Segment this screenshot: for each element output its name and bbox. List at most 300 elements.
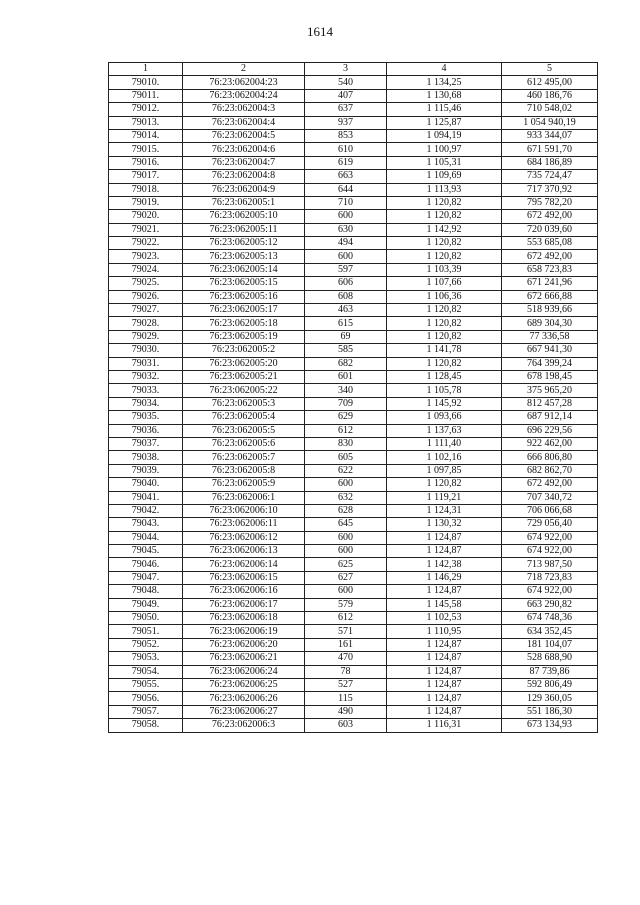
table-cell: 853	[305, 129, 387, 142]
table-cell: 630	[305, 223, 387, 236]
table-cell: 710	[305, 196, 387, 209]
table-cell: 1 124,87	[387, 665, 502, 678]
table-cell: 79022.	[109, 237, 183, 250]
table-cell: 463	[305, 304, 387, 317]
table-cell: 79041.	[109, 491, 183, 504]
table-cell: 592 806,49	[502, 678, 598, 691]
table-cell: 79056.	[109, 692, 183, 705]
table-cell: 1 134,25	[387, 76, 502, 89]
table-cell: 79026.	[109, 290, 183, 303]
table-row	[109, 183, 598, 196]
table-cell: 1 100,97	[387, 143, 502, 156]
table-cell: 76:23:062006:11	[183, 518, 305, 531]
table-row	[109, 464, 598, 477]
table-row	[109, 116, 598, 129]
table-cell: 696 229,56	[502, 424, 598, 437]
table-row	[109, 330, 598, 343]
table-cell: 682	[305, 357, 387, 370]
column-header: 4	[387, 63, 502, 76]
table-cell: 1 113,93	[387, 183, 502, 196]
table-cell: 76:23:062005:20	[183, 357, 305, 370]
table-cell: 76:23:062005:13	[183, 250, 305, 263]
table-cell: 78	[305, 665, 387, 678]
table-row	[109, 491, 598, 504]
table-cell: 1 145,92	[387, 397, 502, 410]
table-cell: 1 116,31	[387, 719, 502, 732]
table-cell: 663	[305, 170, 387, 183]
table-cell: 79050.	[109, 612, 183, 625]
table-cell: 79053.	[109, 652, 183, 665]
table-row	[109, 518, 598, 531]
table-cell: 79023.	[109, 250, 183, 263]
table-cell: 76:23:062006:18	[183, 612, 305, 625]
table-cell: 76:23:062006:24	[183, 665, 305, 678]
table-cell: 79046.	[109, 558, 183, 571]
table-cell: 612	[305, 612, 387, 625]
table-cell: 1 054 940,19	[502, 116, 598, 129]
table-cell: 76:23:062005:8	[183, 464, 305, 477]
table-cell: 76:23:062005:15	[183, 277, 305, 290]
table-cell: 671 591,70	[502, 143, 598, 156]
table-cell: 717 370,92	[502, 183, 598, 196]
table-cell: 678 198,45	[502, 370, 598, 383]
table-cell: 684 186,89	[502, 156, 598, 169]
table-cell: 129 360,05	[502, 692, 598, 705]
table-cell: 674 748,36	[502, 612, 598, 625]
table-cell: 1 128,45	[387, 370, 502, 383]
table-cell: 76:23:062006:21	[183, 652, 305, 665]
table-cell: 1 115,46	[387, 103, 502, 116]
table-row	[109, 89, 598, 102]
table-cell: 79042.	[109, 504, 183, 517]
table-cell: 600	[305, 585, 387, 598]
table-cell: 1 120,82	[387, 478, 502, 491]
table-cell: 470	[305, 652, 387, 665]
table-cell: 76:23:062005:5	[183, 424, 305, 437]
table-cell: 1 124,87	[387, 652, 502, 665]
table-cell: 79047.	[109, 571, 183, 584]
table-cell: 79031.	[109, 357, 183, 370]
table-cell: 79045.	[109, 545, 183, 558]
table-row	[109, 571, 598, 584]
table-cell: 76:23:062005:1	[183, 196, 305, 209]
table-cell: 76:23:062005:6	[183, 437, 305, 450]
table-cell: 79037.	[109, 437, 183, 450]
table-row	[109, 223, 598, 236]
table-cell: 79020.	[109, 210, 183, 223]
table-cell: 79025.	[109, 277, 183, 290]
table-cell: 687 912,14	[502, 411, 598, 424]
table-cell: 1 125,87	[387, 116, 502, 129]
table-row	[109, 384, 598, 397]
table-cell: 1 102,53	[387, 612, 502, 625]
table-row	[109, 129, 598, 142]
table-row	[109, 156, 598, 169]
table-cell: 79054.	[109, 665, 183, 678]
table-cell: 76:23:062004:6	[183, 143, 305, 156]
table-cell: 615	[305, 317, 387, 330]
table-cell: 1 120,82	[387, 317, 502, 330]
table-cell: 1 130,68	[387, 89, 502, 102]
table-cell: 76:23:062004:23	[183, 76, 305, 89]
table-cell: 674 922,00	[502, 585, 598, 598]
table-cell: 1 124,87	[387, 692, 502, 705]
table-cell: 76:23:062006:10	[183, 504, 305, 517]
table-cell: 76:23:062004:3	[183, 103, 305, 116]
table-cell: 637	[305, 103, 387, 116]
table-cell: 933 344,07	[502, 129, 598, 142]
table-cell: 76:23:062005:22	[183, 384, 305, 397]
table-cell: 79058.	[109, 719, 183, 732]
table-cell: 579	[305, 598, 387, 611]
table-row	[109, 638, 598, 651]
table-cell: 76:23:062006:15	[183, 571, 305, 584]
table-cell: 585	[305, 344, 387, 357]
table-row	[109, 625, 598, 638]
table-cell: 634 352,45	[502, 625, 598, 638]
table-cell: 605	[305, 451, 387, 464]
table-row	[109, 437, 598, 450]
table-cell: 937	[305, 116, 387, 129]
table-cell: 600	[305, 545, 387, 558]
table-cell: 672 666,88	[502, 290, 598, 303]
table-cell: 628	[305, 504, 387, 517]
table-cell: 76:23:062006:14	[183, 558, 305, 571]
column-header: 5	[502, 63, 598, 76]
table-cell: 629	[305, 411, 387, 424]
table-cell: 76:23:062005:2	[183, 344, 305, 357]
table-cell: 79032.	[109, 370, 183, 383]
table-cell: 79052.	[109, 638, 183, 651]
table-cell: 1 107,66	[387, 277, 502, 290]
table-cell: 76:23:062005:17	[183, 304, 305, 317]
table-cell: 666 806,80	[502, 451, 598, 464]
table-row	[109, 76, 598, 89]
table-cell: 625	[305, 558, 387, 571]
table-cell: 87 739,86	[502, 665, 598, 678]
table-row	[109, 397, 598, 410]
table-row	[109, 451, 598, 464]
table-cell: 115	[305, 692, 387, 705]
table-cell: 76:23:062006:27	[183, 705, 305, 718]
table-cell: 79018.	[109, 183, 183, 196]
table-cell: 76:23:062005:4	[183, 411, 305, 424]
table-cell: 76:23:062006:17	[183, 598, 305, 611]
table-row	[109, 210, 598, 223]
table-cell: 76:23:062006:26	[183, 692, 305, 705]
table-row	[109, 344, 598, 357]
column-header: 1	[109, 63, 183, 76]
table-cell: 76:23:062006:25	[183, 678, 305, 691]
table-cell: 79021.	[109, 223, 183, 236]
table-cell: 1 109,69	[387, 170, 502, 183]
table-cell: 79010.	[109, 76, 183, 89]
table-cell: 76:23:062004:7	[183, 156, 305, 169]
table-cell: 490	[305, 705, 387, 718]
table-cell: 79015.	[109, 143, 183, 156]
table-cell: 1 141,78	[387, 344, 502, 357]
table-cell: 340	[305, 384, 387, 397]
table-cell: 735 724,47	[502, 170, 598, 183]
table-cell: 830	[305, 437, 387, 450]
table-row	[109, 290, 598, 303]
table-cell: 76:23:062004:9	[183, 183, 305, 196]
table-cell: 795 782,20	[502, 196, 598, 209]
table-cell: 622	[305, 464, 387, 477]
page-number: 1614	[307, 24, 333, 39]
table-row	[109, 612, 598, 625]
table-cell: 79013.	[109, 116, 183, 129]
table-cell: 718 723,83	[502, 571, 598, 584]
table-cell: 1 110,95	[387, 625, 502, 638]
table-cell: 707 340,72	[502, 491, 598, 504]
table-cell: 600	[305, 531, 387, 544]
table-cell: 1 106,36	[387, 290, 502, 303]
table-cell: 610	[305, 143, 387, 156]
table-cell: 79017.	[109, 170, 183, 183]
table-cell: 1 124,87	[387, 545, 502, 558]
table-row	[109, 424, 598, 437]
table-cell: 76:23:062005:14	[183, 263, 305, 276]
table-cell: 710 548,02	[502, 103, 598, 116]
table-cell: 1 137,63	[387, 424, 502, 437]
table-cell: 76:23:062006:13	[183, 545, 305, 558]
table-cell: 79014.	[109, 129, 183, 142]
table-cell: 79011.	[109, 89, 183, 102]
table-cell: 375 965,20	[502, 384, 598, 397]
table-row	[109, 103, 598, 116]
table-cell: 672 492,00	[502, 250, 598, 263]
column-header: 3	[305, 63, 387, 76]
table-cell: 612	[305, 424, 387, 437]
table-row	[109, 665, 598, 678]
table-cell: 1 130,32	[387, 518, 502, 531]
table-cell: 76:23:062004:24	[183, 89, 305, 102]
table-cell: 1 120,82	[387, 210, 502, 223]
table-cell: 612 495,00	[502, 76, 598, 89]
table-cell: 79051.	[109, 625, 183, 638]
table-cell: 663 290,82	[502, 598, 598, 611]
table-cell: 76:23:062006:1	[183, 491, 305, 504]
table-cell: 689 304,30	[502, 317, 598, 330]
table-cell: 627	[305, 571, 387, 584]
table-cell: 571	[305, 625, 387, 638]
table-cell: 79016.	[109, 156, 183, 169]
table-row	[109, 678, 598, 691]
table-cell: 1 124,87	[387, 585, 502, 598]
table-cell: 161	[305, 638, 387, 651]
table-cell: 79024.	[109, 263, 183, 276]
table-cell: 76:23:062004:8	[183, 170, 305, 183]
table-row	[109, 692, 598, 705]
table-cell: 1 120,82	[387, 250, 502, 263]
table-row	[109, 545, 598, 558]
table-cell: 79048.	[109, 585, 183, 598]
table-cell: 494	[305, 237, 387, 250]
table-row	[109, 143, 598, 156]
table-cell: 79033.	[109, 384, 183, 397]
table-row	[109, 304, 598, 317]
table-cell: 1 120,82	[387, 330, 502, 343]
table-cell: 527	[305, 678, 387, 691]
table-cell: 76:23:062005:7	[183, 451, 305, 464]
table-cell: 76:23:062004:4	[183, 116, 305, 129]
table-cell: 76:23:062005:16	[183, 290, 305, 303]
table-cell: 720 039,60	[502, 223, 598, 236]
table-cell: 601	[305, 370, 387, 383]
table-cell: 764 399,24	[502, 357, 598, 370]
table-row	[109, 250, 598, 263]
table-cell: 79036.	[109, 424, 183, 437]
column-header: 2	[183, 63, 305, 76]
table-cell: 79049.	[109, 598, 183, 611]
table-row	[109, 652, 598, 665]
table-cell: 79038.	[109, 451, 183, 464]
table-cell: 1 094,19	[387, 129, 502, 142]
table-cell: 1 124,87	[387, 531, 502, 544]
table-cell: 674 922,00	[502, 531, 598, 544]
table-cell: 79040.	[109, 478, 183, 491]
table-cell: 76:23:062005:10	[183, 210, 305, 223]
table-row	[109, 370, 598, 383]
table-cell: 407	[305, 89, 387, 102]
table-cell: 76:23:062006:16	[183, 585, 305, 598]
table-row	[109, 196, 598, 209]
table-cell: 672 492,00	[502, 210, 598, 223]
table-cell: 600	[305, 478, 387, 491]
table-cell: 606	[305, 277, 387, 290]
table-row	[109, 558, 598, 571]
table-cell: 1 105,78	[387, 384, 502, 397]
table-cell: 645	[305, 518, 387, 531]
table-cell: 528 688,90	[502, 652, 598, 665]
table-cell: 674 922,00	[502, 545, 598, 558]
table-cell: 682 862,70	[502, 464, 598, 477]
table-cell: 597	[305, 263, 387, 276]
table-row	[109, 504, 598, 517]
table-cell: 1 124,87	[387, 638, 502, 651]
table-cell: 76:23:062005:12	[183, 237, 305, 250]
table-cell: 713 987,50	[502, 558, 598, 571]
table-cell: 79043.	[109, 518, 183, 531]
table-cell: 1 145,58	[387, 598, 502, 611]
table-cell: 551 186,30	[502, 705, 598, 718]
table-row	[109, 170, 598, 183]
table-cell: 69	[305, 330, 387, 343]
table-cell: 1 142,38	[387, 558, 502, 571]
table-cell: 658 723,83	[502, 263, 598, 276]
table-row	[109, 478, 598, 491]
table-cell: 76:23:062006:19	[183, 625, 305, 638]
table-cell: 79044.	[109, 531, 183, 544]
table-cell: 76:23:062005:9	[183, 478, 305, 491]
table-cell: 706 066,68	[502, 504, 598, 517]
table-cell: 76:23:062005:18	[183, 317, 305, 330]
table-cell: 77 336,58	[502, 330, 598, 343]
table-cell: 1 142,92	[387, 223, 502, 236]
table-cell: 1 097,85	[387, 464, 502, 477]
table-cell: 460 186,76	[502, 89, 598, 102]
table-cell: 1 119,21	[387, 491, 502, 504]
table-cell: 672 492,00	[502, 478, 598, 491]
table-cell: 1 120,82	[387, 237, 502, 250]
table-cell: 79019.	[109, 196, 183, 209]
table-cell: 553 685,08	[502, 237, 598, 250]
table-cell: 1 103,39	[387, 263, 502, 276]
table-cell: 922 462,00	[502, 437, 598, 450]
table-cell: 76:23:062005:19	[183, 330, 305, 343]
table-cell: 632	[305, 491, 387, 504]
table-cell: 1 120,82	[387, 196, 502, 209]
table-cell: 76:23:062005:3	[183, 397, 305, 410]
table-cell: 79030.	[109, 344, 183, 357]
table-cell: 79055.	[109, 678, 183, 691]
table-cell: 812 457,28	[502, 397, 598, 410]
table-cell: 1 093,66	[387, 411, 502, 424]
table-cell: 1 111,40	[387, 437, 502, 450]
table-cell: 1 124,87	[387, 705, 502, 718]
table-cell: 600	[305, 210, 387, 223]
table-cell: 76:23:062006:12	[183, 531, 305, 544]
table-cell: 603	[305, 719, 387, 732]
table-header-row	[109, 63, 598, 76]
table-cell: 79012.	[109, 103, 183, 116]
table-cell: 540	[305, 76, 387, 89]
table-cell: 671 241,96	[502, 277, 598, 290]
table-row	[109, 411, 598, 424]
table-body	[109, 76, 598, 732]
table-cell: 729 056,40	[502, 518, 598, 531]
table-cell: 76:23:062004:5	[183, 129, 305, 142]
table-cell: 76:23:062006:3	[183, 719, 305, 732]
table-cell: 76:23:062005:11	[183, 223, 305, 236]
table-cell: 518 939,66	[502, 304, 598, 317]
table-row	[109, 277, 598, 290]
table-cell: 79057.	[109, 705, 183, 718]
table-cell: 79034.	[109, 397, 183, 410]
table-row	[109, 263, 598, 276]
table-cell: 79027.	[109, 304, 183, 317]
table-cell: 79035.	[109, 411, 183, 424]
table-row	[109, 237, 598, 250]
table-cell: 608	[305, 290, 387, 303]
data-table	[108, 62, 598, 733]
table-cell: 1 120,82	[387, 304, 502, 317]
table-row	[109, 598, 598, 611]
table-cell: 644	[305, 183, 387, 196]
table-cell: 1 105,31	[387, 156, 502, 169]
table-row	[109, 531, 598, 544]
table-cell: 76:23:062006:20	[183, 638, 305, 651]
table-row	[109, 585, 598, 598]
table-cell: 1 102,16	[387, 451, 502, 464]
table-cell: 619	[305, 156, 387, 169]
table-row	[109, 317, 598, 330]
table-cell: 1 146,29	[387, 571, 502, 584]
table-cell: 673 134,93	[502, 719, 598, 732]
table-cell: 1 124,87	[387, 678, 502, 691]
table-cell: 76:23:062005:21	[183, 370, 305, 383]
table-cell: 1 120,82	[387, 357, 502, 370]
table-row	[109, 705, 598, 718]
table-cell: 600	[305, 250, 387, 263]
table-cell: 79029.	[109, 330, 183, 343]
table-row	[109, 357, 598, 370]
table-row	[109, 719, 598, 732]
table-cell: 709	[305, 397, 387, 410]
table-cell: 1 124,31	[387, 504, 502, 517]
table-cell: 181 104,07	[502, 638, 598, 651]
